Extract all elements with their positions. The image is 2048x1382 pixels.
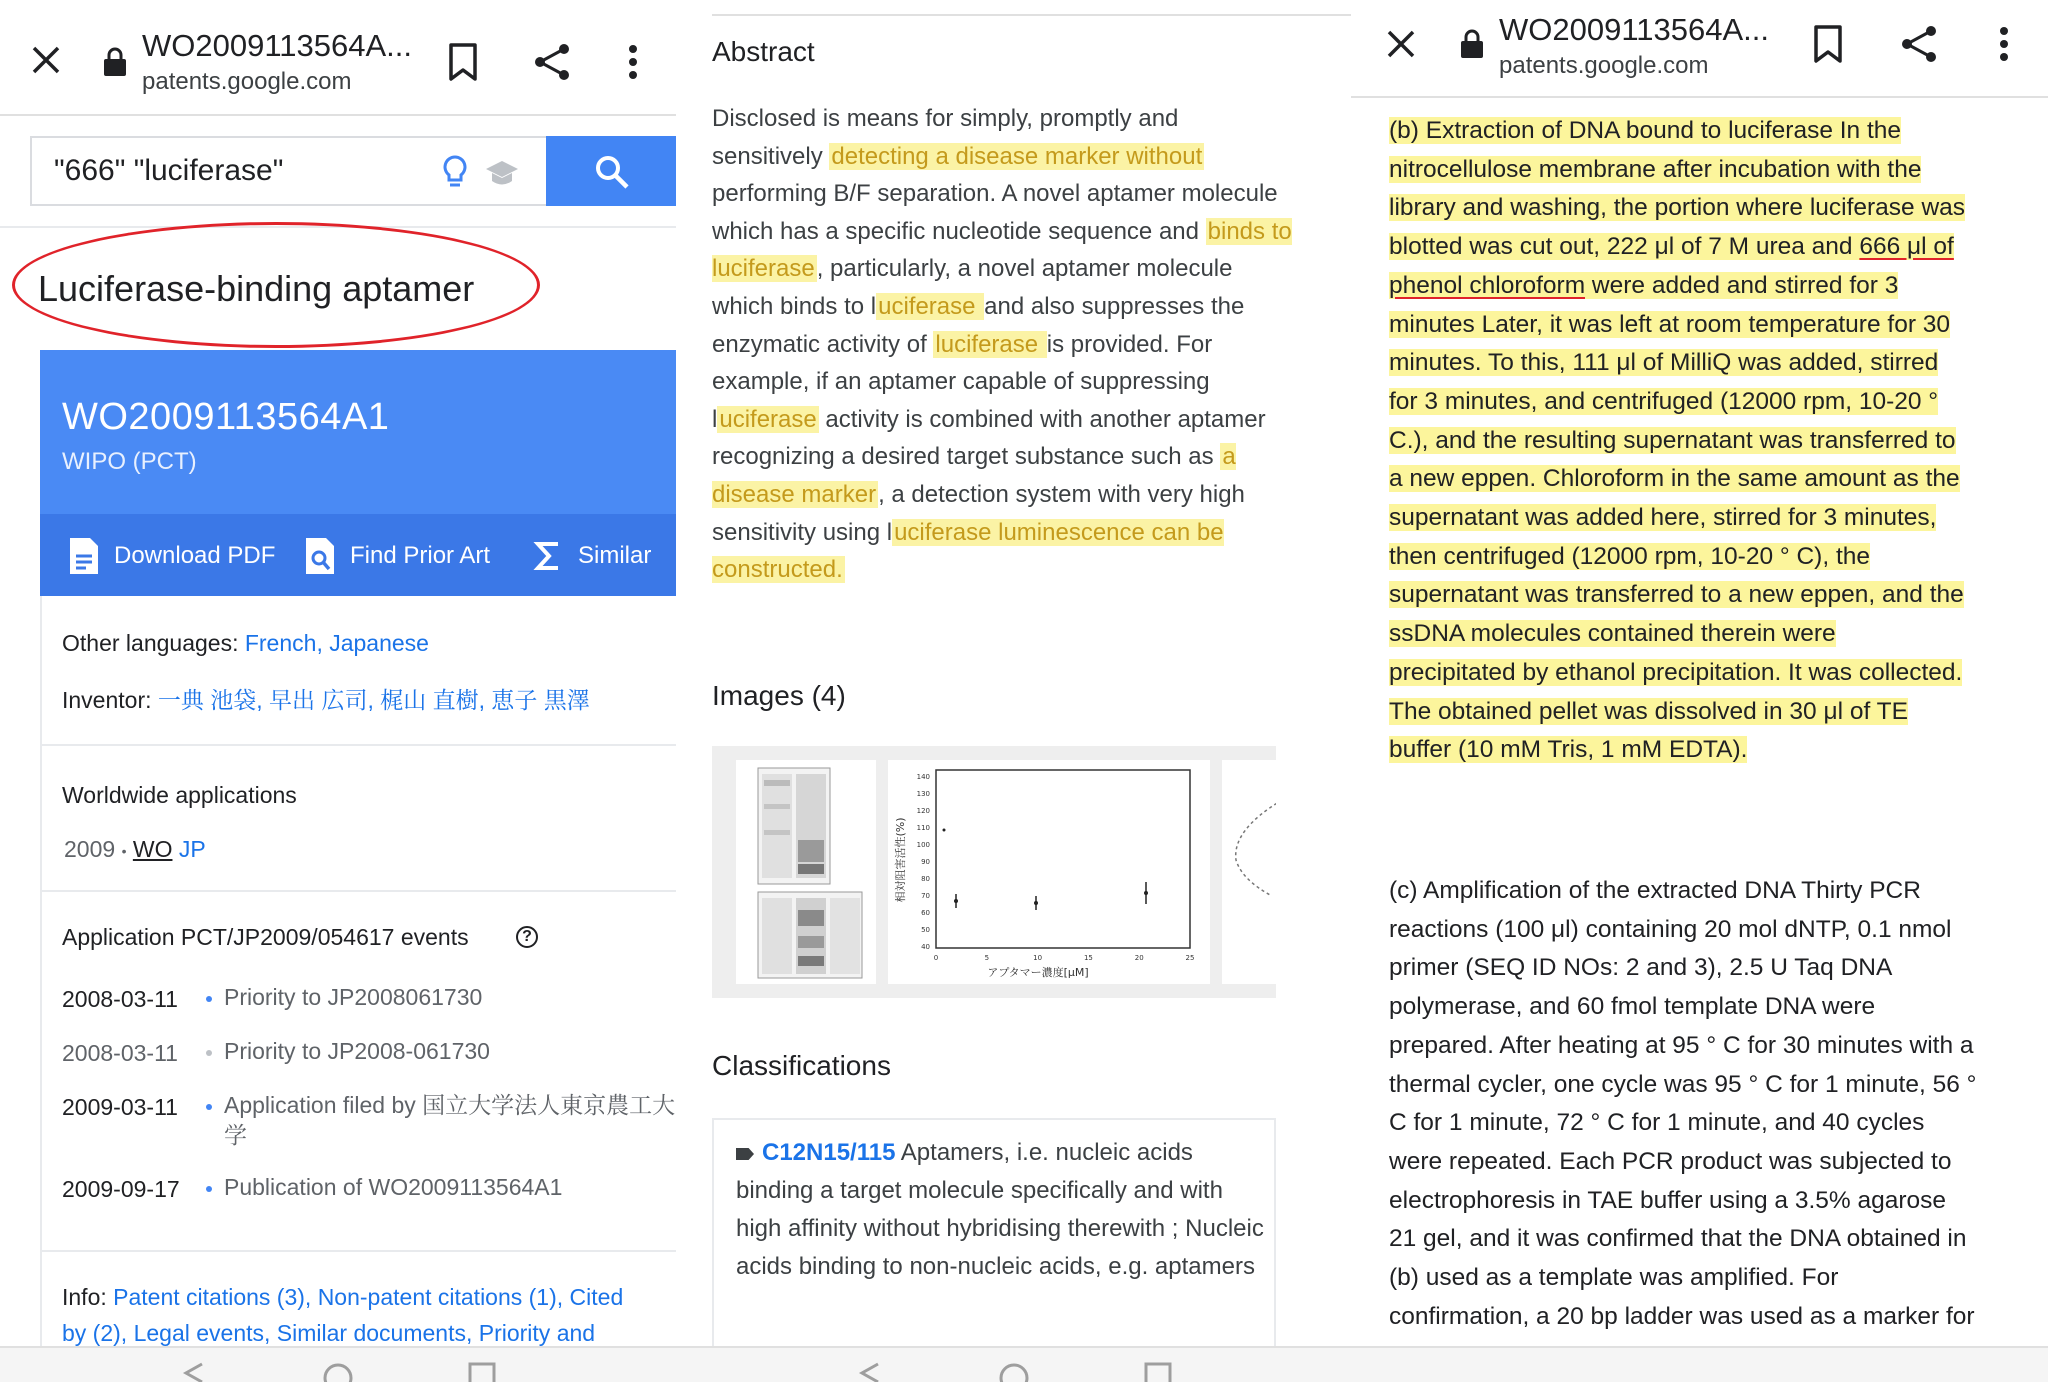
classification-text: C12N15/115 Aptamers, i.e. nucleic acids binding a target molecule specifically and with high affinity without hybridising therewith ; Nucleic acids binding to non-nucleic acids, e.g. aptamers [736, 1139, 1264, 1280]
bookmark-icon[interactable] [1811, 24, 1845, 64]
classification-card [712, 1118, 1276, 1382]
chart-point [954, 899, 958, 903]
patent-number: WO2009113564A1 [62, 396, 390, 438]
lightbulb-icon[interactable] [442, 154, 468, 190]
back-nav-icon[interactable] [180, 1362, 208, 1382]
red-annotation-circle [12, 222, 540, 348]
gel-image [736, 760, 876, 984]
event-text: Priority to JP2008061730 [224, 984, 483, 1010]
event-text: Priority to JP2008-061730 [224, 1038, 490, 1064]
close-icon[interactable] [1381, 24, 1421, 64]
close-icon[interactable] [26, 40, 66, 80]
abstract-segment: , a detection system with very high sensitivity using l [712, 480, 1245, 546]
patent-header-card [40, 350, 676, 596]
more-vert-icon[interactable] [626, 42, 640, 82]
event-dot [206, 1186, 212, 1192]
home-nav-icon[interactable] [998, 1362, 1030, 1382]
event-text: Publication of WO2009113564A1 [224, 1174, 563, 1200]
event-date: 2009-03-11 [62, 1094, 178, 1120]
chart-y-tick-label: 60 [921, 909, 930, 917]
japanese-link[interactable]: Japanese [329, 630, 429, 656]
french-link[interactable]: French [244, 630, 317, 656]
event-date: 2009-09-17 [62, 1176, 180, 1202]
similar-button[interactable]: Similar [532, 536, 662, 576]
event-dot [206, 1050, 212, 1056]
chart-y-tick-label: 130 [916, 790, 930, 798]
classification-code-link[interactable]: C12N15/115 [762, 1139, 896, 1166]
chart-y-tick-label: 70 [921, 892, 930, 900]
search-input[interactable] [30, 136, 546, 206]
back-nav-icon[interactable] [856, 1362, 884, 1382]
dot-separator: • [121, 842, 127, 859]
event-date: 2008-03-11 [62, 1040, 178, 1066]
events-title: Application PCT/JP2009/054617 events [62, 924, 469, 950]
more-vert-icon[interactable] [1997, 24, 2011, 64]
recents-nav-icon[interactable] [1144, 1362, 1172, 1382]
chart-point [1034, 901, 1038, 905]
pdf-file-icon [68, 536, 100, 576]
curve-image [1222, 760, 1276, 984]
wo-link[interactable]: WO [132, 836, 173, 862]
chart-x-tick-label: 20 [1134, 954, 1144, 962]
divider [40, 744, 676, 746]
abstract-segment: , particularly, a novel aptamer molecule which binds to l [712, 255, 1233, 320]
android-nav-bar [0, 1346, 676, 1382]
bookmark-icon[interactable] [446, 42, 480, 82]
chart-y-tick-label: 40 [921, 943, 930, 951]
chart-y-tick-label: 50 [921, 926, 930, 934]
right-screenshot-panel [1351, 0, 2048, 1382]
chart-y-tick-label: 80 [921, 875, 930, 883]
chart-y-tick-label: 140 [916, 773, 930, 781]
other-languages-row: Other languages: French, Japanese [62, 630, 429, 656]
event-dot [206, 996, 212, 1002]
description-paragraph-b: (b) Extraction of DNA bound to luciferase In the nitrocellulose membrane after incubation with the library and washing, the portion where luciferase was blotted was cut out, 222 μl of 7 M urea and 666 μl of phenol chloroform were added and stirred for 3 minutes Later, it was left at room temperature for 30 minutes. To this, 111 μl of MilliQ was added, stirred for 3 minutes, and centrifuged (12000 rpm, 10-20 ° C.), and the resulting supernatant was transferred to a new eppen. Chloroform in the same amount as the supernatant was added here, stirred for 3 minutes, then centrifuged (12000 rpm, 10-20 ° C), the supernatant was transferred to a new eppen, and the ssDNA molecules contained therein were precipitated by ethanol precipitation. It was collected. The obtained pellet was dissolved in 30 μl of TE buffer (10 mM Tris, 1 mM EDTA). [1389, 117, 1966, 764]
abstract-segment: is provided. For example, if an aptamer capable of suppressing l [712, 330, 1213, 433]
red-underlined-text: 666 μl of phenol chloroform [1389, 233, 1954, 299]
event-text: Application filed by 国立大学法人東京農工大学 [224, 1092, 676, 1148]
home-nav-icon[interactable] [322, 1362, 354, 1382]
chart-point [1144, 891, 1148, 895]
android-nav-bar [1351, 1346, 2048, 1382]
sigma-icon [532, 536, 564, 576]
chart-x-tick-label: 15 [1083, 954, 1093, 962]
divider [40, 890, 676, 892]
highlighted-phrase: uciferase [878, 292, 983, 320]
worldwide-title: Worldwide applications [62, 782, 297, 808]
info-links-line2: by (2), Legal events, Similar documents, Priority and [62, 1320, 596, 1346]
abstract-segment: activity is combined with another aptamer recognizing a desired target substance such as [712, 405, 1266, 471]
browser-top-bar [1351, 0, 2048, 98]
image-thumbnail-3[interactable] [1222, 760, 1276, 984]
inventor-row: Inventor: 一典 池袋, 早出 広司, 梶山 直樹, 恵子 黒澤 [62, 687, 590, 713]
chart-y-label: 相対阻害活性(%) [894, 817, 907, 903]
recents-nav-icon[interactable] [468, 1362, 496, 1382]
label-tag-icon [736, 1148, 754, 1160]
lock-icon [100, 46, 130, 78]
info-row: Info: Patent citations (3), Non-patent citations (1), Cited [62, 1284, 624, 1310]
chart-y-tick-label: 120 [916, 807, 930, 815]
chart-y-tick-label: 90 [921, 858, 930, 866]
abstract-segment: performing B/F separation. A novel aptamer molecule which has a specific nucleotide sequence and [712, 180, 1278, 245]
search-document-icon [304, 536, 336, 576]
chart-y-tick-label: 110 [916, 824, 930, 832]
highlighted-phrase: uciferase [719, 405, 817, 433]
event-date: 2008-03-11 [62, 986, 178, 1012]
search-row [30, 136, 676, 208]
highlighted-phrase: detecting a disease marker without [831, 142, 1203, 170]
chart-x-tick-label: 10 [1033, 954, 1043, 962]
chart-frame [936, 770, 1190, 948]
android-nav-bar [676, 1346, 1351, 1382]
share-icon[interactable] [532, 42, 572, 82]
page-url-title: WO2009113564A... [1499, 12, 1769, 47]
share-icon[interactable] [1899, 24, 1939, 64]
lock-icon [1457, 28, 1487, 60]
info-links[interactable]: Patent citations (3), Non-patent citations (1), Cited [113, 1284, 624, 1310]
highlighted-phrase: uciferase luminescence can be constructed. [712, 518, 1224, 584]
description-paragraph-c: (c) Amplification of the extracted DNA Thirty PCR reactions (100 μl) containing 20 mol dNTP, 0.1 nmol primer (SEQ ID NOs: 2 and 3), 2.5 U Taq DNA polymerase, and 60 fmol template DNA were prepared. After heating at 95 ° C for 30 minutes with a thermal cycler, one cycle was 95 ° C for 1 minute, 56 ° C for 1 minute, 72 ° C for 1 minute, and 40 cycles were repeated. Each PCR product was subjected to electrophoresis in TAE buffer using a 3.5% agarose 21 gel, and it was confirmed that the DNA obtained in (b) used as a template was amplified. For confirmation, a 20 bp ladder was used as a marker for [1389, 877, 1977, 1330]
inventor-links[interactable]: 一典 池袋, 早出 広司, 梶山 直樹, 恵子 黒澤 [157, 687, 590, 713]
search-query-text: "666" "luciferase" [54, 154, 284, 187]
middle-screenshot-panel [676, 0, 1351, 1382]
highlighted-phrase: binds to luciferase [712, 217, 1292, 283]
browser-top-bar [0, 0, 676, 116]
patent-office: WIPO (PCT) [62, 448, 197, 475]
page-url-title: WO2009113564A... [142, 28, 412, 63]
worldwide-row: 2009 • WO JP [64, 836, 206, 862]
highlighted-phrase: luciferase [935, 330, 1045, 358]
abstract-text [712, 100, 1292, 589]
abstract-segment: and also suppresses the enzymatic activity of [712, 292, 1245, 358]
scholar-cap-icon[interactable] [484, 158, 520, 188]
search-button[interactable] [546, 136, 676, 206]
chart-y-tick-label: 100 [916, 841, 930, 849]
page-domain: patents.google.com [1499, 52, 1709, 79]
page-title: Luciferase-binding aptamer [38, 268, 475, 309]
abstract-segment: Disclosed is means for simply, promptly and sensitively [712, 105, 1179, 170]
image-thumbnail-1[interactable] [736, 760, 876, 984]
event-dot [206, 1104, 212, 1110]
images-strip[interactable] [712, 746, 1276, 998]
page-domain: patents.google.com [142, 68, 352, 95]
search-icon [594, 154, 630, 190]
image-thumbnail-2[interactable] [888, 760, 1210, 984]
help-icon[interactable]: ? [516, 926, 538, 948]
chart-x-label: アプタマー濃度[μM] [987, 966, 1089, 979]
inhibition-chart [888, 760, 1210, 984]
abstract-title: Abstract [712, 36, 815, 67]
classifications-title: Classifications [712, 1050, 891, 1081]
images-title: Images (4) [712, 680, 846, 711]
highlighted-phrase: a disease marker [712, 443, 1236, 508]
download-pdf-button[interactable]: Download PDF [68, 536, 268, 576]
left-screenshot-panel [0, 0, 676, 1382]
divider [40, 1250, 676, 1252]
chart-point [943, 829, 946, 832]
chart-x-tick-label: 25 [1185, 954, 1195, 962]
patent-actions-bar [40, 514, 676, 596]
find-prior-art-button[interactable]: Find Prior Art [304, 536, 494, 576]
divider [712, 14, 1351, 16]
chart-x-tick-label: 5 [984, 954, 990, 962]
jp-link[interactable]: JP [178, 836, 206, 862]
chart-x-tick-label: 0 [933, 954, 939, 962]
